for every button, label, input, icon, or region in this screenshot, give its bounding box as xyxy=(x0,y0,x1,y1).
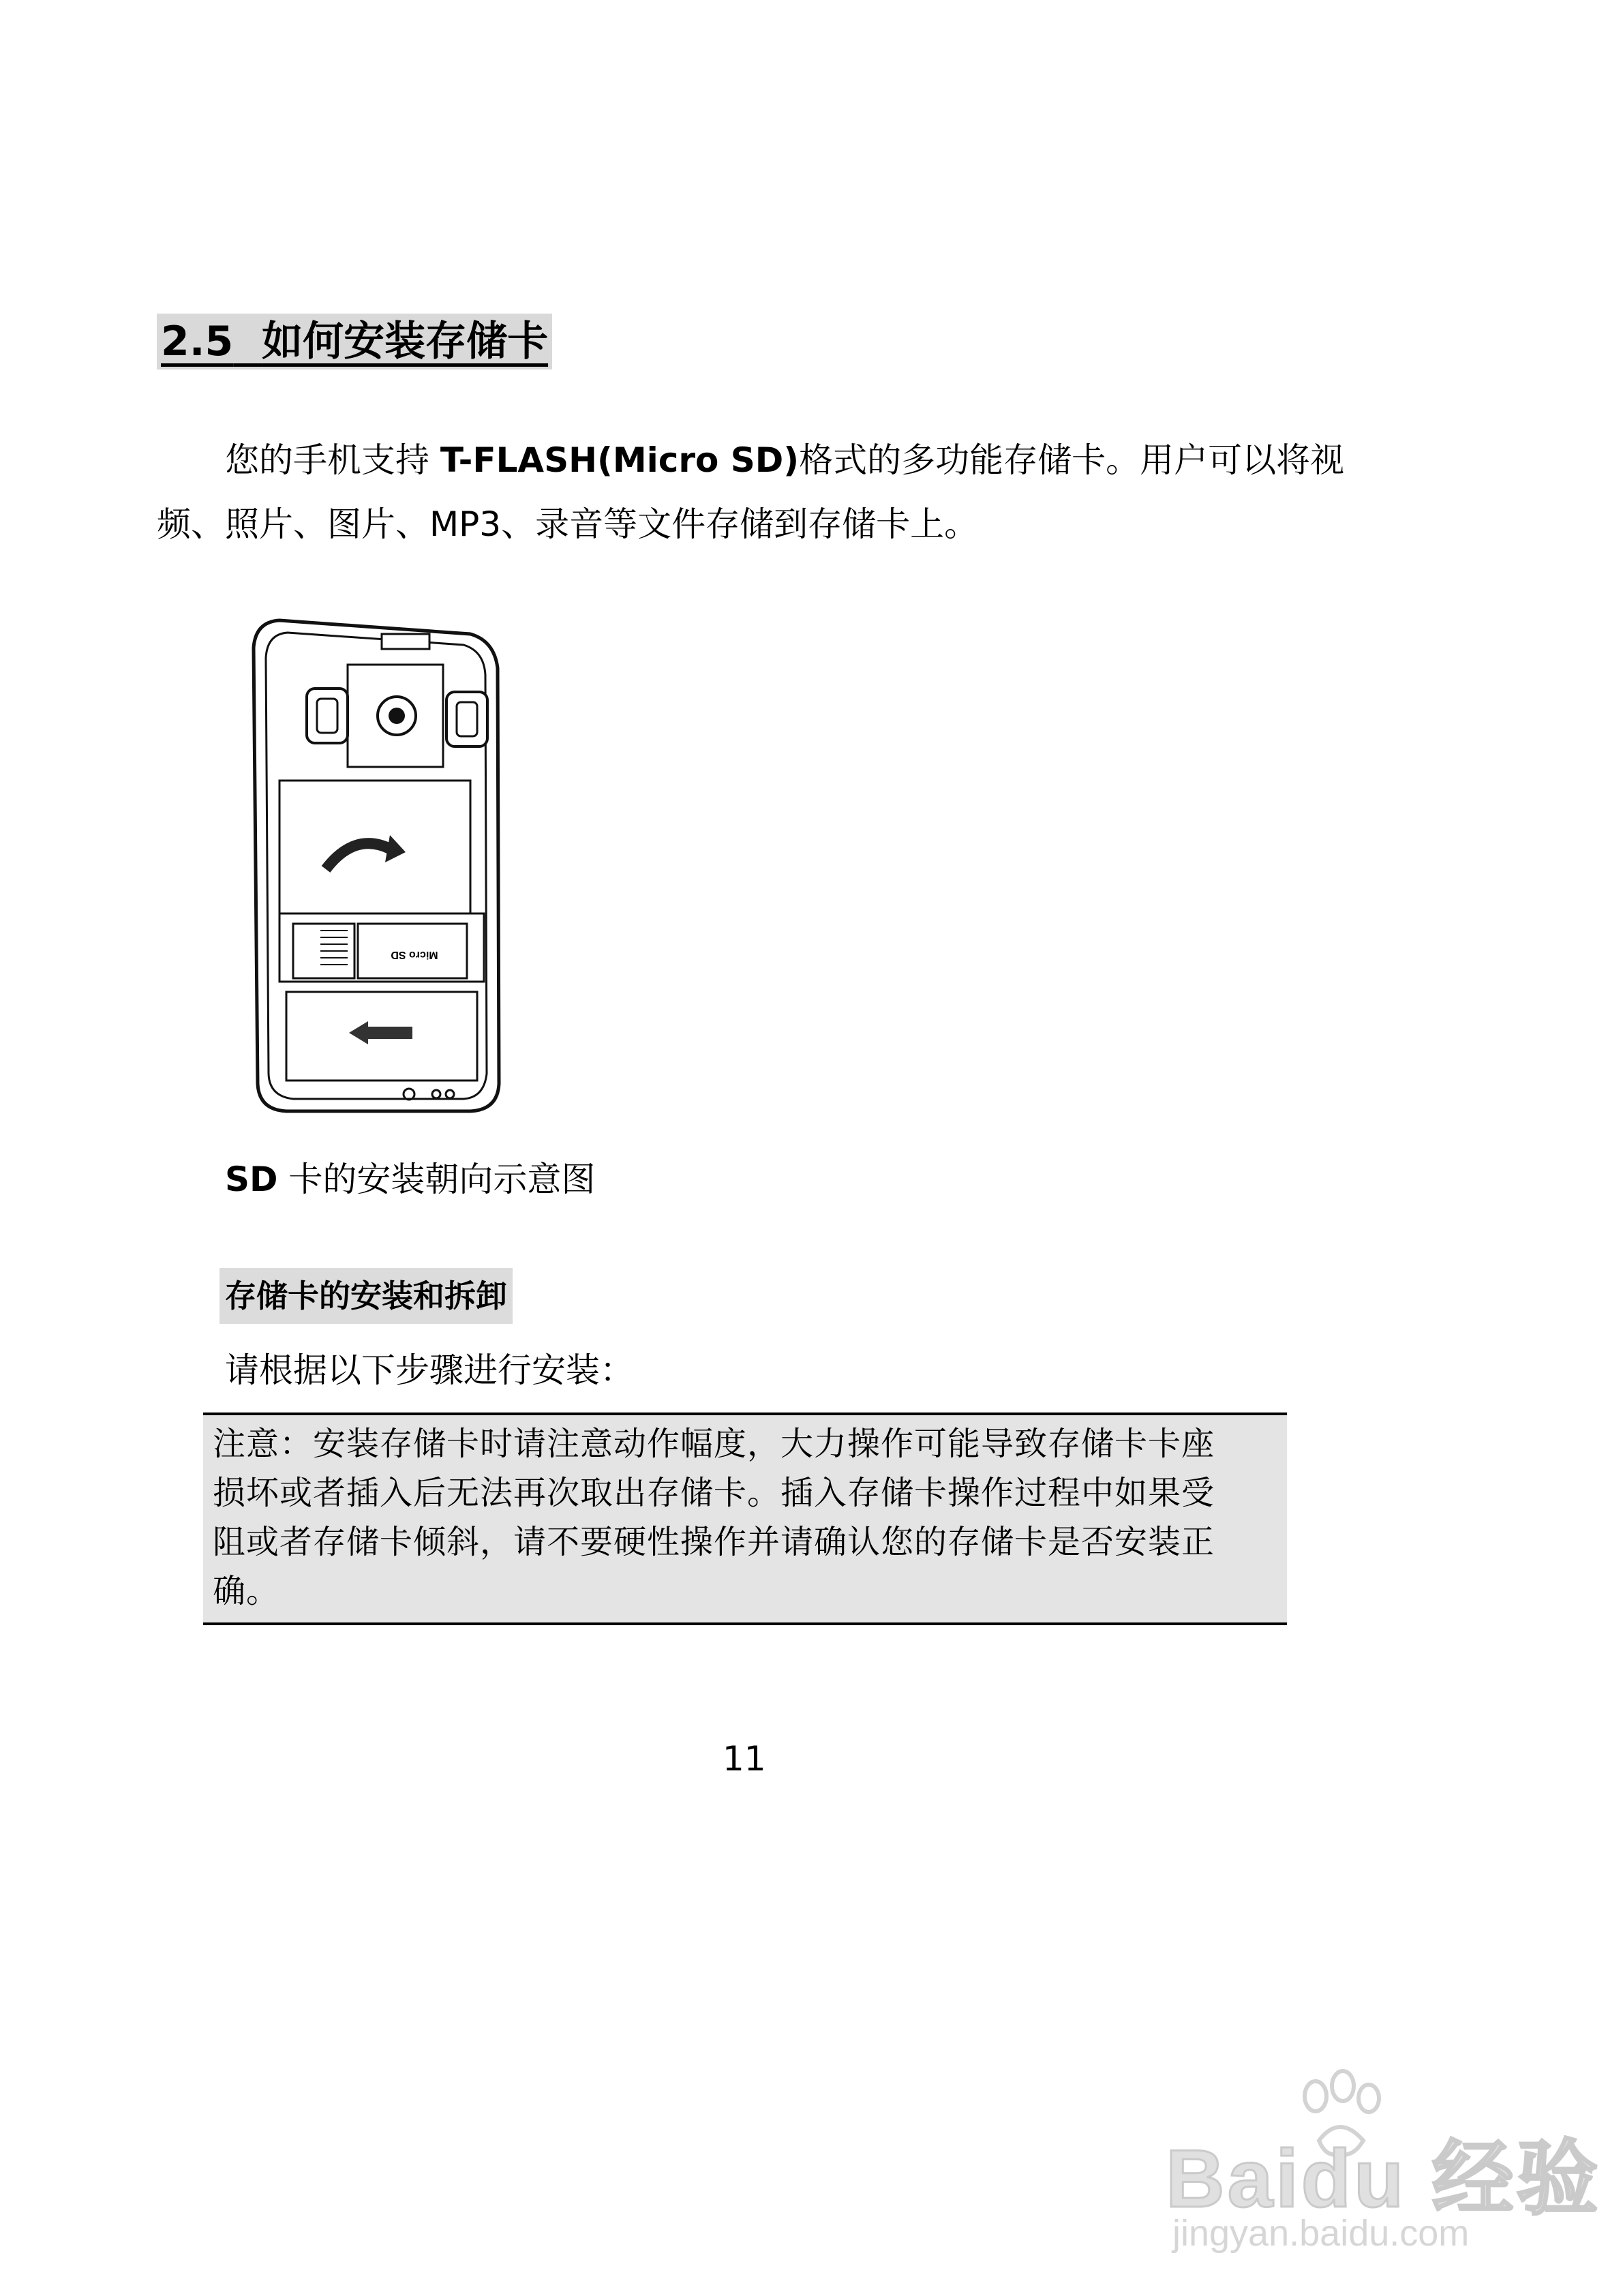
watermark-url: jingyan.baidu.com xyxy=(1172,2213,1470,2254)
watermark-brand: Baidu 经验 xyxy=(1166,2133,1601,2224)
warning-note-box xyxy=(203,1413,1287,1625)
caption-sd: SD xyxy=(225,1160,278,1199)
baidu-jingyan-watermark xyxy=(1152,2066,1601,2270)
note-line: 注意：安装存储卡时请注意动作幅度，大力操作可能导致存储卡卡座 xyxy=(213,1425,1215,1463)
note-line: 阻或者存储卡倾斜，请不要硬性操作并请确认您的存储卡是否安装正 xyxy=(213,1523,1215,1561)
caption-text: 卡的安装朝向示意图 xyxy=(277,1160,596,1199)
section-heading xyxy=(157,314,552,369)
intro-pre: 您的手机支持 xyxy=(225,440,440,480)
page-number: 11 xyxy=(723,1739,766,1779)
micro-sd-slot-label: Micro SD xyxy=(391,949,438,961)
intro-post: 格式的多功能存储卡。用户可以将视 xyxy=(799,440,1345,480)
steps-intro: 请根据以下步骤进行安装： xyxy=(225,1350,634,1390)
section-number: 2.5 xyxy=(161,318,234,365)
note-line: 确。 xyxy=(213,1572,280,1610)
intro-format-name: T-FLASH(Micro SD) xyxy=(440,440,800,480)
section-title: 如何安装存储卡 xyxy=(262,318,549,365)
note-line: 损坏或者插入后无法再次取出存储卡。插入存储卡操作过程中如果受 xyxy=(213,1474,1215,1512)
figure-caption xyxy=(225,1152,595,1207)
subsection-heading: 存储卡的安装和拆卸 xyxy=(219,1268,513,1324)
phone-sd-install-illustration xyxy=(239,614,518,1118)
intro-paragraph-line-1 xyxy=(225,428,1344,492)
intro-paragraph-line-2: 频、照片、图片、MP3、录音等文件存储到存储卡上。 xyxy=(157,504,979,544)
